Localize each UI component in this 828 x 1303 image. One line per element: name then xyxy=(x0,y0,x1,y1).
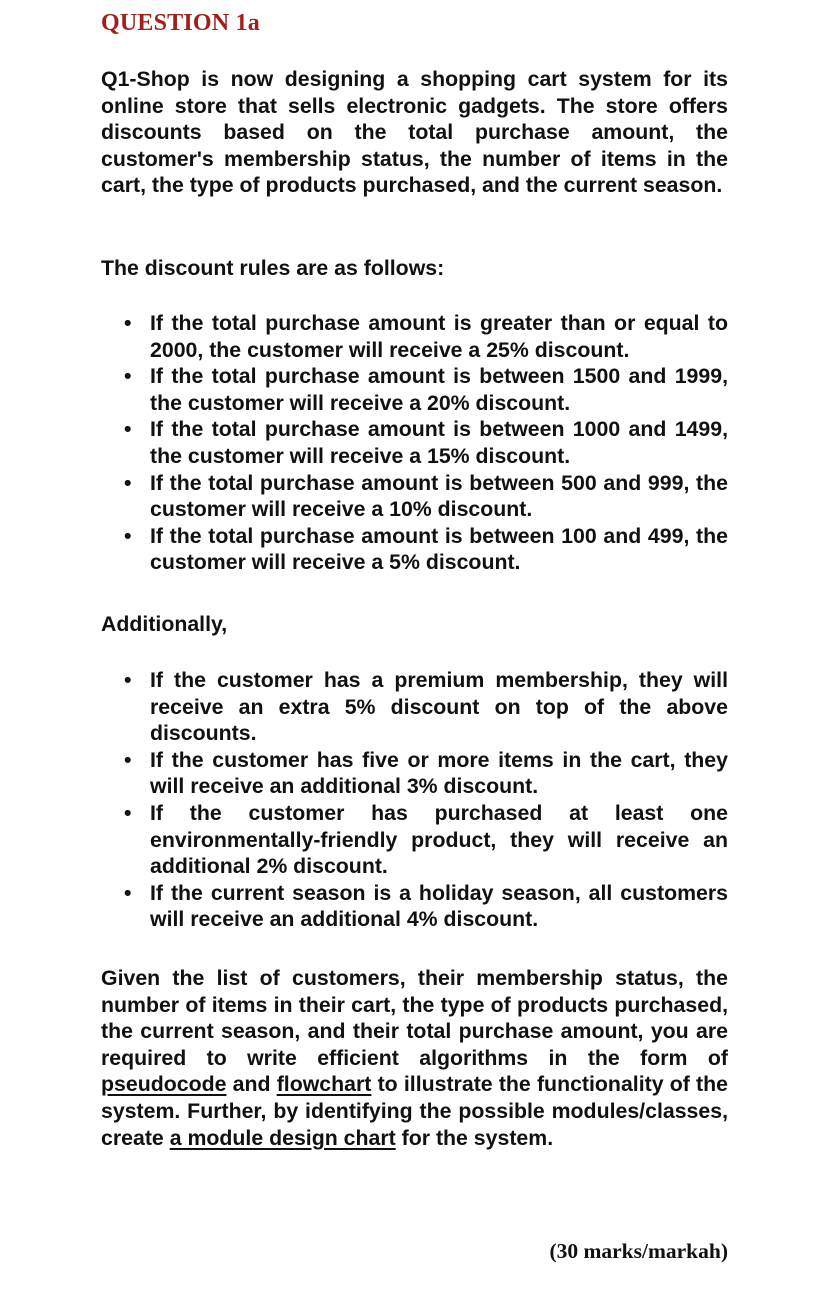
module-design-chart-term: a module design chart xyxy=(169,1125,396,1150)
additional-rules-list xyxy=(101,667,728,933)
flowchart-term: flowchart xyxy=(276,1072,372,1097)
intro-paragraph: Q1-Shop is now designing a shopping cart system for its online store that sells electronic gadgets. The store offers discounts based on the total purchase amount, the customer's membership status, the number of items in the cart, the type of products purchased, and the current season. xyxy=(101,67,728,198)
list-item: • If the customer has five or more items in the cart, they will receive an additional 3% discount. xyxy=(124,747,728,799)
list-item: • If the total purchase amount is between 1000 and 1499, the customer will receive a 15% discount. xyxy=(124,417,728,468)
additionally-heading: Additionally, xyxy=(101,612,228,636)
rules-heading: The discount rules are as follows: xyxy=(101,256,445,280)
bullet-icon: • xyxy=(124,800,132,825)
bullet-icon: • xyxy=(124,470,132,495)
bullet-icon: • xyxy=(124,880,132,905)
discount-rules-list xyxy=(101,310,728,576)
list-item: • If the total purchase amount is greater than or equal to 2000, the customer will receive a 25% discount. xyxy=(124,311,728,362)
question-title: QUESTION 1a xyxy=(101,10,260,36)
closing-paragraph: Given the list of customers, their membership status, the number of items in their cart, the type of products purchased, the current season, and their total purchase amount, you are required to write efficient algorithms in the form of pseudocode and flowchart to illustrate the functionality of the system. Further, by identifying the possible modules/classes, create a module design chart for the system. xyxy=(101,966,728,1150)
bullet-icon: • xyxy=(124,364,132,389)
list-item: • If the current season is a holiday season, all customers will receive an additional 4% discount. xyxy=(124,880,728,932)
bullet-icon: • xyxy=(124,747,132,772)
list-item: • If the total purchase amount is between 500 and 999, the customer will receive a 10% discount. xyxy=(124,470,728,522)
bullet-icon: • xyxy=(124,523,132,548)
list-item: • If the customer has a premium membership, they will receive an extra 5% discount on top of the above discounts. xyxy=(124,668,728,746)
pseudocode-term: pseudocode xyxy=(101,1072,227,1097)
marks-label: (30 marks/markah) xyxy=(549,1239,728,1263)
list-item: • If the total purchase amount is between 100 and 499, the customer will receive a 5% discount. xyxy=(124,523,728,575)
bullet-icon: • xyxy=(124,417,132,442)
list-item: • If the customer has purchased at least one environmentally-friendly product, they will receive an additional 2% discount. xyxy=(124,800,728,879)
list-item: • If the total purchase amount is between 1500 and 1999, the customer will receive a 20% discount. xyxy=(124,364,728,415)
bullet-icon: • xyxy=(124,311,132,335)
bullet-icon: • xyxy=(124,668,132,692)
